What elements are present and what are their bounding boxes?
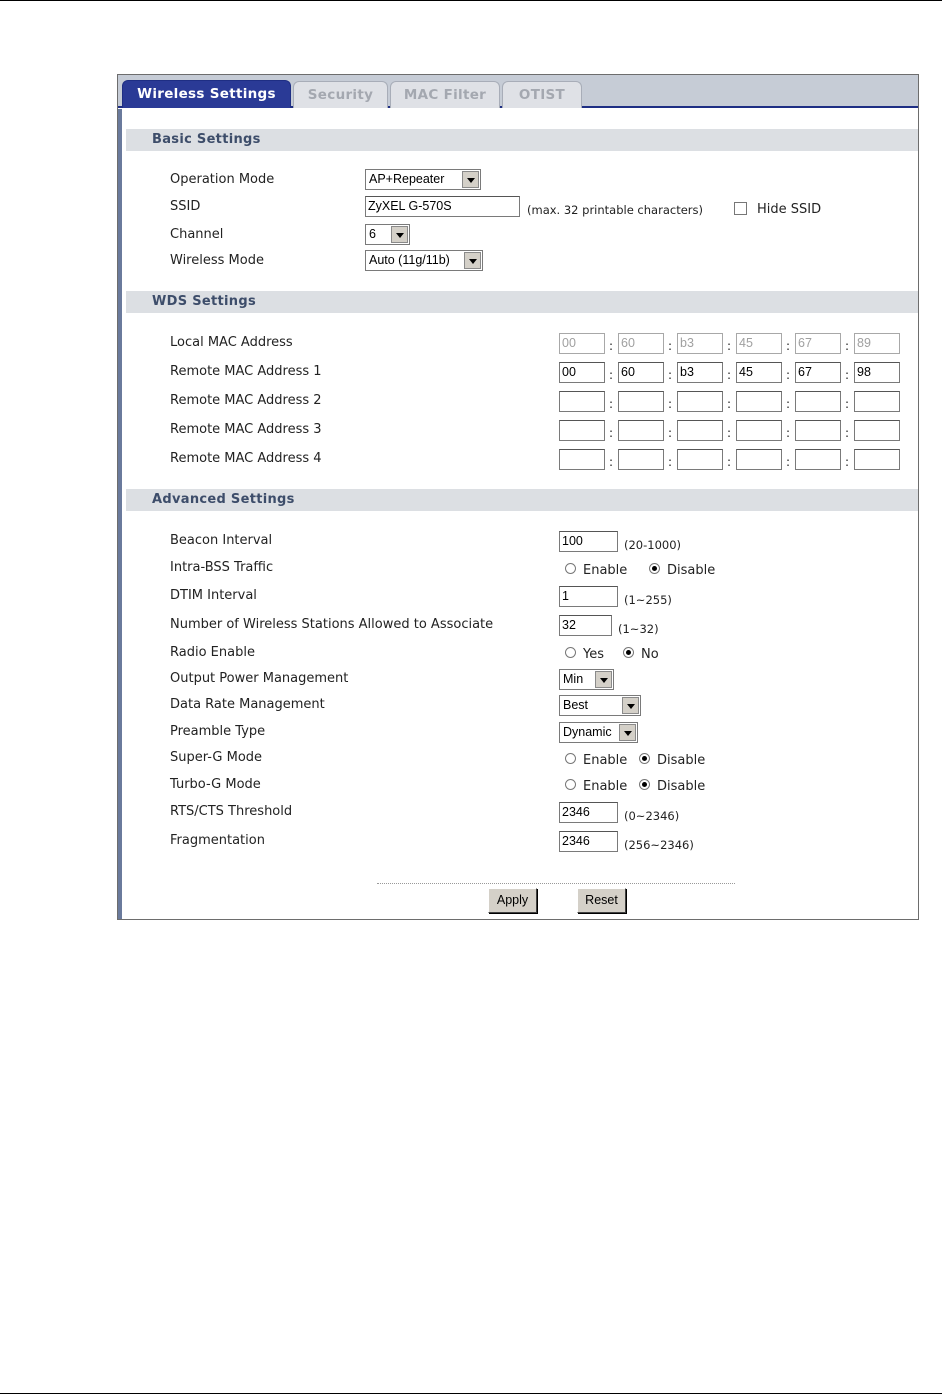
mac-separator: : <box>608 368 614 382</box>
mac-row-label: Remote MAC Address 1 <box>170 364 322 379</box>
mac-separator: : <box>667 339 673 353</box>
mac-separator: : <box>608 397 614 411</box>
mac-separator: : <box>844 397 850 411</box>
mac-separator: : <box>608 339 614 353</box>
mac-separator: : <box>667 426 673 440</box>
ssid-input[interactable]: ZyXEL G-570S <box>365 196 520 217</box>
reset-button[interactable]: Reset <box>577 888 626 913</box>
mac-octet-input[interactable] <box>677 420 723 441</box>
page-top-rule <box>0 0 942 1</box>
rts-cts-label: RTS/CTS Threshold <box>170 804 293 819</box>
mac-octet-input[interactable]: 98 <box>854 362 900 383</box>
intra-bss-enable-label: Enable <box>583 563 628 578</box>
mac-separator: : <box>844 426 850 440</box>
mac-octet-input: 67 <box>795 333 841 354</box>
mac-separator: : <box>667 455 673 469</box>
page-bottom-rule <box>0 1393 942 1394</box>
chevron-down-icon <box>619 724 636 741</box>
mac-octet-input[interactable]: 60 <box>618 362 664 383</box>
mac-separator: : <box>844 339 850 353</box>
ssid-hint: (max. 32 printable characters) <box>527 203 703 217</box>
fragmentation-label: Fragmentation <box>170 833 265 848</box>
mac-octet-input[interactable] <box>618 391 664 412</box>
stations-input[interactable]: 32 <box>559 615 612 636</box>
radio-enable-yes-radio[interactable] <box>565 647 576 658</box>
preamble-type-value: Dynamic <box>563 725 612 739</box>
mac-separator: : <box>726 426 732 440</box>
mac-separator: : <box>667 397 673 411</box>
mac-separator: : <box>608 455 614 469</box>
dtim-interval-input[interactable]: 1 <box>559 586 618 607</box>
turbo-g-disable-radio[interactable] <box>639 779 650 790</box>
output-power-select[interactable] <box>559 669 614 690</box>
mac-separator: : <box>726 397 732 411</box>
hide-ssid-checkbox[interactable] <box>734 202 747 215</box>
mac-octet-input: 89 <box>854 333 900 354</box>
mac-octet-input[interactable] <box>618 449 664 470</box>
operation-mode-select[interactable] <box>365 169 481 190</box>
channel-value: 6 <box>369 227 376 241</box>
mac-octet-input[interactable] <box>736 391 782 412</box>
data-rate-select[interactable] <box>559 695 641 716</box>
tab-wireless-settings[interactable]: Wireless Settings <box>122 80 291 108</box>
chevron-down-icon <box>391 226 408 243</box>
mac-octet-input[interactable] <box>559 449 605 470</box>
beacon-interval-hint: (20-1000) <box>624 538 682 552</box>
data-rate-value: Best <box>563 698 589 712</box>
tab-bar <box>118 75 918 108</box>
mac-octet-input: b3 <box>677 333 723 354</box>
super-g-disable-label: Disable <box>657 753 706 768</box>
mac-octet-input[interactable]: 00 <box>559 362 605 383</box>
wireless-mode-select[interactable] <box>365 250 483 271</box>
turbo-g-disable-label: Disable <box>657 779 706 794</box>
mac-octet-input[interactable] <box>677 391 723 412</box>
mac-octet-input[interactable] <box>795 420 841 441</box>
intra-bss-label: Intra-BSS Traffic <box>170 560 274 575</box>
wds-settings-header: WDS Settings <box>126 291 919 313</box>
turbo-g-label: Turbo-G Mode <box>170 777 261 792</box>
wireless-settings-screen <box>117 74 919 920</box>
ssid-label: SSID <box>170 199 201 214</box>
fragmentation-input[interactable]: 2346 <box>559 831 618 852</box>
mac-octet-input[interactable]: 45 <box>736 362 782 383</box>
wireless-mode-value: Auto (11g/11b) <box>369 253 450 267</box>
intra-bss-disable-radio[interactable] <box>649 563 660 574</box>
mac-octet-input[interactable] <box>559 391 605 412</box>
mac-octet-input[interactable] <box>677 449 723 470</box>
rts-cts-input[interactable]: 2346 <box>559 802 618 823</box>
mac-octet-input[interactable]: 67 <box>795 362 841 383</box>
channel-label: Channel <box>170 227 224 242</box>
mac-row-label: Remote MAC Address 2 <box>170 393 322 408</box>
stations-hint: (1~32) <box>618 622 659 636</box>
intra-bss-enable-radio[interactable] <box>565 563 576 574</box>
beacon-interval-input[interactable]: 100 <box>559 531 618 552</box>
stations-label: Number of Wireless Stations Allowed to Associate <box>170 617 494 632</box>
operation-mode-label: Operation Mode <box>170 172 275 187</box>
radio-enable-no-label: No <box>641 647 659 662</box>
fragmentation-hint: (256~2346) <box>624 838 694 852</box>
mac-separator: : <box>785 455 791 469</box>
mac-separator: : <box>726 339 732 353</box>
apply-button[interactable]: Apply <box>488 888 537 913</box>
data-rate-label: Data Rate Management <box>170 697 325 712</box>
mac-separator: : <box>785 426 791 440</box>
super-g-disable-radio[interactable] <box>639 753 650 764</box>
radio-enable-label: Radio Enable <box>170 645 255 660</box>
intra-bss-disable-label: Disable <box>667 563 716 578</box>
mac-row-label: Local MAC Address <box>170 335 293 350</box>
mac-separator: : <box>785 397 791 411</box>
dtim-interval-label: DTIM Interval <box>170 588 257 603</box>
advanced-settings-header: Advanced Settings <box>126 489 919 511</box>
preamble-type-label: Preamble Type <box>170 724 266 739</box>
hide-ssid-label: Hide SSID <box>757 202 822 217</box>
super-g-label: Super-G Mode <box>170 750 263 765</box>
mac-octet-input: 45 <box>736 333 782 354</box>
mac-octet-input[interactable] <box>618 420 664 441</box>
mac-separator: : <box>726 368 732 382</box>
mac-separator: : <box>785 339 791 353</box>
basic-settings-header: Basic Settings <box>126 129 919 151</box>
tab-mac-filter[interactable]: MAC Filter <box>390 81 500 108</box>
output-power-value: Min <box>563 672 584 686</box>
super-g-enable-radio[interactable] <box>565 753 576 764</box>
mac-separator: : <box>844 455 850 469</box>
mac-octet-input[interactable] <box>559 420 605 441</box>
mac-separator: : <box>667 368 673 382</box>
mac-octet-input: 00 <box>559 333 605 354</box>
output-power-label: Output Power Management <box>170 671 349 686</box>
mac-octet-input[interactable] <box>854 391 900 412</box>
mac-octet-input[interactable] <box>795 449 841 470</box>
mac-row-label: Remote MAC Address 3 <box>170 422 322 437</box>
mac-octet-input: 60 <box>618 333 664 354</box>
tab-otist[interactable]: OTIST <box>502 81 582 108</box>
radio-enable-yes-label: Yes <box>583 647 604 662</box>
beacon-interval-label: Beacon Interval <box>170 533 273 548</box>
chevron-down-icon <box>595 671 612 688</box>
rts-cts-hint: (0~2346) <box>624 809 680 823</box>
button-divider <box>377 883 735 884</box>
chevron-down-icon <box>462 171 479 188</box>
mac-octet-input[interactable] <box>854 420 900 441</box>
chevron-down-icon <box>464 252 481 269</box>
radio-enable-no-radio[interactable] <box>623 647 634 658</box>
mac-row-label: Remote MAC Address 4 <box>170 451 322 466</box>
operation-mode-value: AP+Repeater <box>369 172 445 186</box>
turbo-g-enable-radio[interactable] <box>565 779 576 790</box>
mac-octet-input[interactable] <box>795 391 841 412</box>
mac-octet-input[interactable] <box>854 449 900 470</box>
wireless-mode-label: Wireless Mode <box>170 253 264 268</box>
channel-select[interactable] <box>365 224 410 245</box>
mac-separator: : <box>785 368 791 382</box>
mac-separator: : <box>608 426 614 440</box>
mac-separator: : <box>844 368 850 382</box>
mac-separator: : <box>726 455 732 469</box>
mac-octet-input[interactable]: b3 <box>677 362 723 383</box>
super-g-enable-label: Enable <box>583 753 628 768</box>
left-accent-bar <box>118 109 122 920</box>
chevron-down-icon <box>622 697 639 714</box>
turbo-g-enable-label: Enable <box>583 779 628 794</box>
preamble-type-select[interactable] <box>559 722 638 743</box>
tab-security[interactable]: Security <box>293 81 388 108</box>
mac-octet-input[interactable] <box>736 449 782 470</box>
mac-octet-input[interactable] <box>736 420 782 441</box>
dtim-interval-hint: (1~255) <box>624 593 672 607</box>
